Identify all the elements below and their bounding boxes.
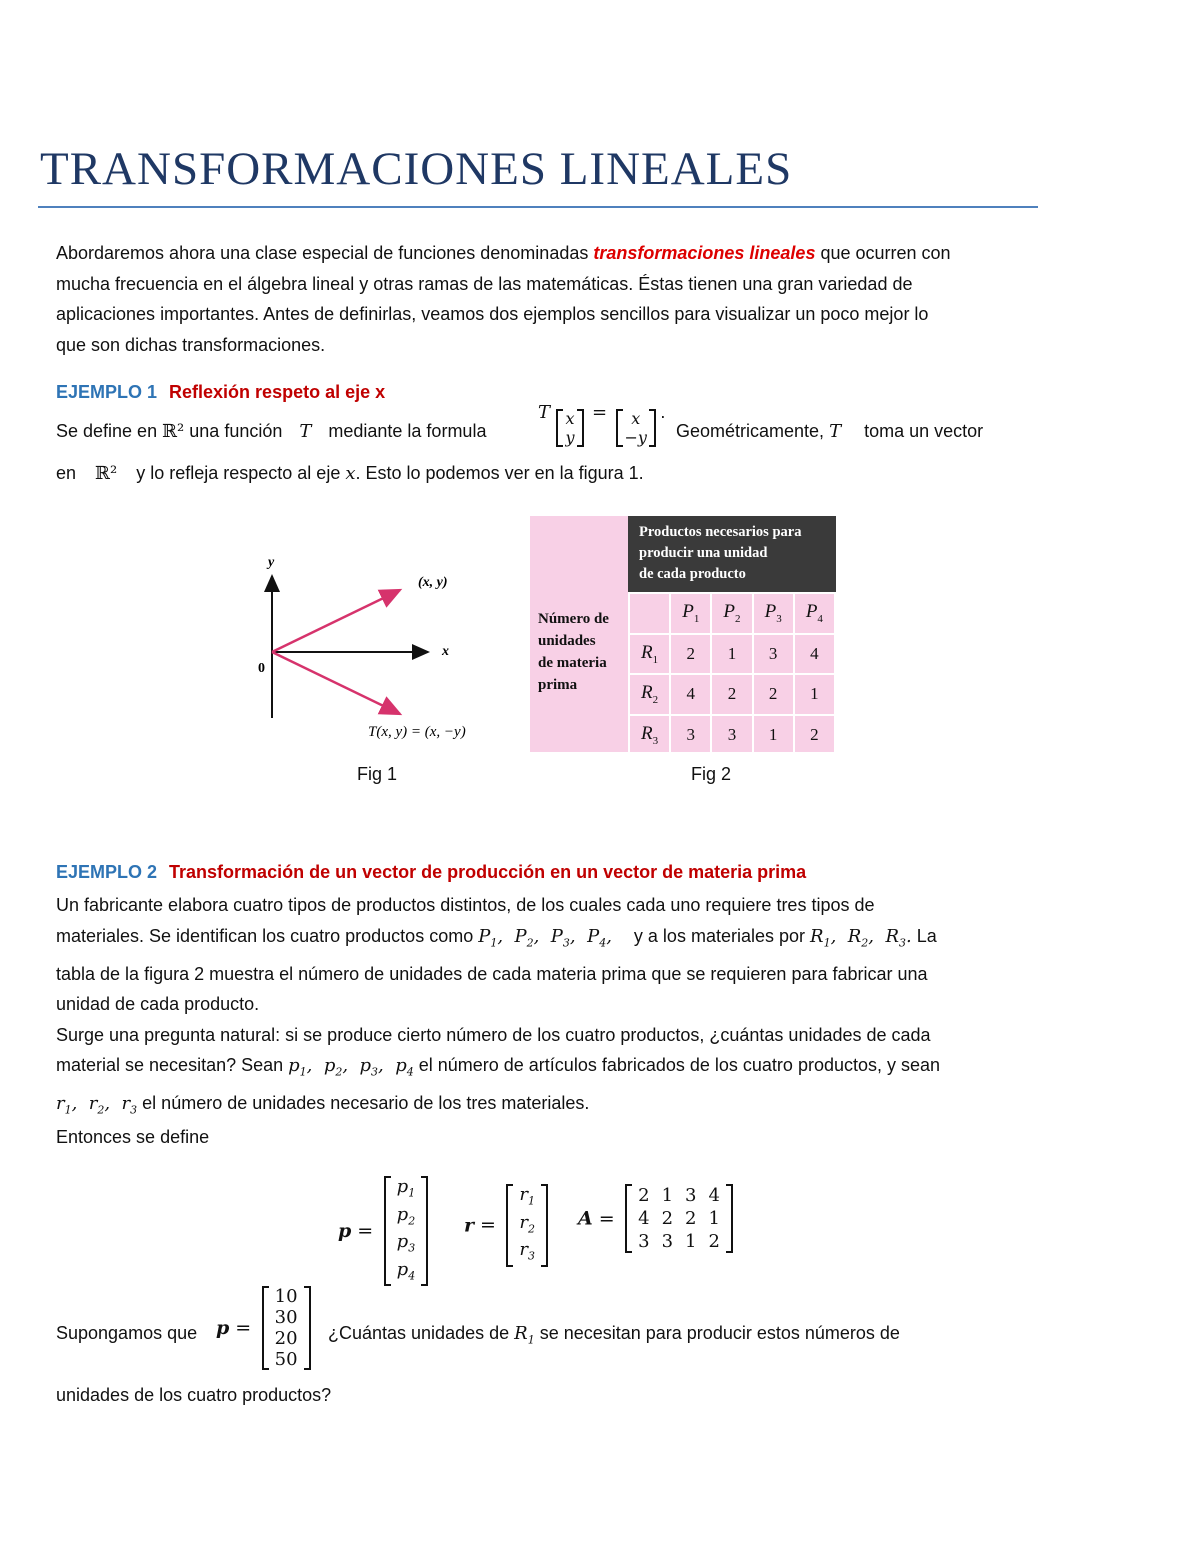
p-value: 30 [274,1307,298,1328]
row-name: $R_3$ [629,715,670,756]
example-2-title: Transformación de un vector de producción en un vector de materia prima [169,862,807,882]
p-values-vector [262,1286,311,1370]
t-symbol: T [299,421,312,442]
a-cell: 1 [661,1185,674,1206]
cell: 3 [753,634,794,675]
ex1-text-c: mediante la formula [323,421,487,441]
example-1-line-2 [56,458,644,489]
ex2-line-2: materiales. Se identifican los cuatro productos como $P_1$, $P_2$, $P_3$, $P_4$, y a los materiales por $R_1$, $R_2$, $R_3$. La [56,925,937,950]
col-p1: $P_1$ [670,593,711,634]
ex1-text-d: Geométricamente, [676,421,830,441]
example-1-line-1-end [676,416,983,447]
ex2-line-1: Un fabricante elabora cuatro tipos de productos distintos, de los cuales cada uno requiere tres tipos de [56,895,875,915]
p-value: 20 [274,1328,298,1349]
ex2-line-2b: y a los materiales por [633,925,810,946]
a-cell: 3 [685,1185,697,1206]
intro-line-3: aplicaciones importantes. Antes de definirlas, veamos dos ejemplos sencillos para visualizar un poco mejor lo [56,304,929,324]
row-title-3: de materia [538,655,607,671]
a-cell: 2 [708,1231,720,1252]
ex2-line-3: tabla de la figura 2 muestra el número de unidades de cada materia prima que se requieren para fabricar una [56,963,928,984]
header-line-3: de cada producto [639,566,746,582]
x-axis-label: x [442,644,449,659]
final-line: unidades de los cuatro productos? [56,1385,332,1405]
p-value: 50 [274,1349,298,1370]
table-header [628,516,836,592]
ex1-text-g: y lo refleja respecto al eje [131,463,346,483]
a-cell: 4 [708,1185,720,1206]
ex1-text-b: una función [184,421,288,441]
row-name: $R_1$ [629,634,670,675]
example-2-label: EJEMPLO 2 [56,862,158,882]
vector-reflected [272,652,400,714]
cell: 4 [794,634,835,675]
cell: 3 [711,715,752,756]
row-name: $R_2$ [629,674,670,715]
example-1-label: EJEMPLO 1 [56,382,158,402]
reflection-formula: T x y = x −y . [538,402,666,447]
cell: 4 [670,674,711,715]
ex1-text-e: toma un vector [859,421,984,441]
vector-r: $r_1$ $r_2$ $r_3$ [506,1184,548,1267]
suppose-text-a: Supongamos que [56,1323,198,1343]
a-cell: 2 [685,1208,697,1229]
a-cell: 2 [661,1208,674,1229]
page-title: TRANSFORMACIONES LINEALES [40,143,793,195]
col-p3: $P_3$ [753,593,794,634]
a-cell: 3 [661,1231,674,1252]
figure-2-table [530,516,836,752]
intro-line-1a: Abordaremos ahora una clase especial de funciones denominadas [56,243,594,263]
origin-label: 0 [258,661,265,676]
a-cell: 2 [638,1185,650,1206]
intro-paragraph [56,238,951,360]
cell: 2 [753,674,794,715]
cell: 2 [670,634,711,675]
t-symbol-2: T [829,421,842,442]
ex1-text-h: . Esto lo podemos ver en la figura 1. [355,463,644,483]
cell: 1 [711,634,752,675]
p-value: 10 [274,1286,298,1307]
ex2-line-2c: La [911,925,937,946]
r2-symbol: ℝ² [162,421,185,442]
ex2-line-7: $r_1$, $r_2$, $r_3$ el número de unidades necesario de los tres materiales. [56,1093,590,1117]
vector-xy [272,590,400,652]
matrix-p-definition: p = $p_1$ $p_2$ $p_3$ $p_4$ [338,1176,428,1286]
suppose-question: ¿Cuántas unidades de $R_1$ se necesitan para producir estos números de [328,1323,900,1347]
a-cell: 3 [638,1231,650,1252]
figure-1-reflection-plot [250,548,490,748]
intro-highlight: transformaciones lineales [593,243,816,263]
table-row [629,674,835,715]
intro-line-1b: que ocurren con [815,243,951,263]
vector-p-values: p = 10 30 20 50 [216,1286,311,1370]
cell: 2 [794,715,835,756]
matrix-a-definition: A = 2 1 3 4 4 2 2 1 3 3 1 2 [578,1184,733,1253]
transform-label: T(x, y) = (x, −y) [368,724,466,740]
ex1-text-a: Se define en [56,421,163,441]
example-2-heading [56,862,806,883]
header-line-2: producir una unidad [639,545,768,561]
col-p2: $P_2$ [711,593,752,634]
cell: 1 [753,715,794,756]
row-title [538,608,609,696]
row-title-4: prima [538,677,578,693]
example-1-heading [56,382,385,403]
a-cell: 1 [685,1231,697,1252]
materials-table [628,592,836,756]
header-line-1: Productos necesarios para [639,524,802,540]
cell: 1 [794,674,835,715]
example-1-title: Reflexión respeto al eje x [169,382,386,402]
title-underline [38,206,1038,208]
ex2-line-2a: materiales. Se identifican los cuatro productos como [56,925,479,946]
a-cell: 1 [708,1208,720,1229]
example-1-line-1 [56,416,486,447]
vector-p: $p_1$ $p_2$ $p_3$ $p_4$ [384,1176,429,1286]
matrix-r-definition: r = $r_1$ $r_2$ $r_3$ [464,1184,548,1267]
intro-line-4: que son dichas transformaciones. [56,334,326,355]
row-title-2: unidades [538,633,596,649]
col-p4: $P_4$ [794,593,835,634]
ex2-line-5: Surge una pregunta natural: si se produce cierto número de los cuatro productos, ¿cuántas unidades de cada [56,1024,931,1045]
r2-symbol-2: ℝ² [95,463,118,484]
figure-1-caption: Fig 1 [357,764,398,784]
suppose-line [56,1318,197,1349]
intro-line-2: mucha frecuencia en el álgebra lineal y otras ramas de las matemáticas. Éstas tienen una gran variedad de [56,273,913,294]
corner-cell [629,593,670,634]
row-title-1: Número de [538,611,609,627]
ex2-line-4: unidad de cada producto. [56,994,260,1015]
x-symbol: x [345,463,356,484]
suppose-text-b: ¿Cuántas unidades de [328,1323,515,1343]
y-axis-label: y [268,555,275,570]
definition-intro: Entonces se define [56,1127,210,1147]
table-row [629,634,835,675]
table-row [629,715,835,756]
ex2-line-6a: material se necesitan? Sean [56,1055,289,1076]
ex2-line-7b: el número de unidades necesario de los tres materiales. [137,1093,590,1114]
input-vector: x y [556,409,583,447]
figure-2-caption: Fig 2 [691,764,732,784]
ex2-line-6b: el número de artículos fabricados de los cuatro productos, y sean [413,1055,941,1076]
a-cell: 4 [638,1208,650,1229]
output-vector: x −y [616,409,656,447]
matrix-a [625,1184,733,1253]
ex1-text-f: en [56,463,82,483]
ex2-line-6: material se necesitan? Sean $p_1$, $p_2$, $p_3$, $p_4$ el número de artículos fabricados de los cuatro productos, y sean [56,1055,941,1079]
cell: 2 [711,674,752,715]
cell: 3 [670,715,711,756]
point-label: (x, y) [418,575,448,590]
suppose-text-c: se necesitan para producir estos números de [534,1323,900,1343]
example-2-paragraph [56,890,940,1126]
table-header-row [629,593,835,634]
